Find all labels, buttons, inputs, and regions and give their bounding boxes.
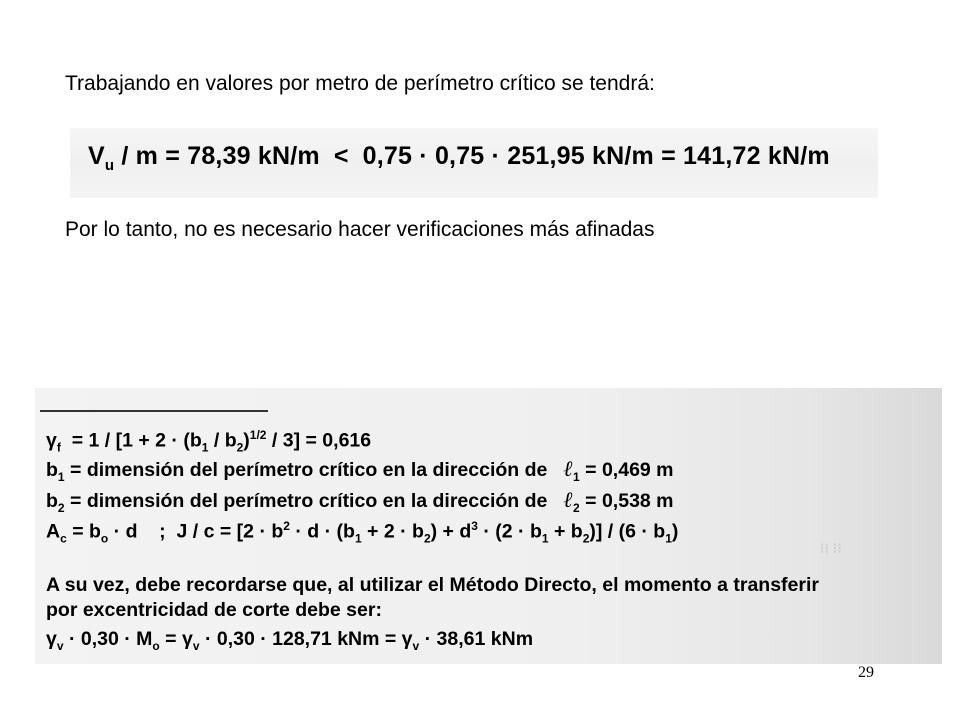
b1-definition: $b_1$ = dimensión del perímetro crítico en la dirección de ℓ$_1$ = 0,469 m <box>46 456 674 484</box>
shear-equation: $V_u / m = 78,39$ kN/m < 0,75 · 0,75 · 251,95 kN/m = 141,72 kN/m <box>88 142 830 174</box>
paragraph-line-2: por excentricidad de corte debe ser: <box>46 599 382 621</box>
ac-jc-formula: $A_c = b_o \cdot d$ ; $J / c = [2 \cdot b^2 \cdot d \cdot (b_1 + 2 \cdot b_2) + d^3 \cdot (2 \cdot b_1 + b_2)] / (6 \cdot b_1)$ <box>46 519 679 546</box>
scanned-excerpt <box>35 388 942 664</box>
page-number: 29 <box>858 664 874 681</box>
paragraph-line-1: A su vez, debe recordarse que, al utilizar el Método Directo, el momento a transferir <box>46 574 819 596</box>
vu-value: = 78,39 kN/m <box>165 142 320 170</box>
intro-text: Trabajando en valores por metro de perímetro crítico se tendrá: <box>65 72 655 95</box>
separator-rule <box>40 410 268 412</box>
conclusion-text: Por lo tanto, no es necesario hacer verificaciones más afinadas <box>65 218 655 241</box>
gamma-f-formula: $\gamma_f = 1 / [1 + 2 \cdot (b_1 / b_2)^{1/2} / 3] = 0,616$ <box>46 428 372 455</box>
gamma-v-formula: $\gamma_v \cdot 0,30 \cdot M_o = \gamma_v \cdot 0,30 \cdot 128,71$ kNm = $\gamma_v \cdot 38,61$ kNm <box>46 628 534 653</box>
bleed-through-mark: ⁝⁝ ⁝⁝ <box>820 540 842 556</box>
b2-definition: $b_2$ = dimensión del perímetro crítico en la dirección de ℓ$_2$ = 0,538 m <box>46 487 674 515</box>
capacity-value: 0,75 · 0,75 · 251,95 kN/m = 141,72 kN/m <box>362 142 830 170</box>
scanned-equation-1 <box>70 128 878 198</box>
